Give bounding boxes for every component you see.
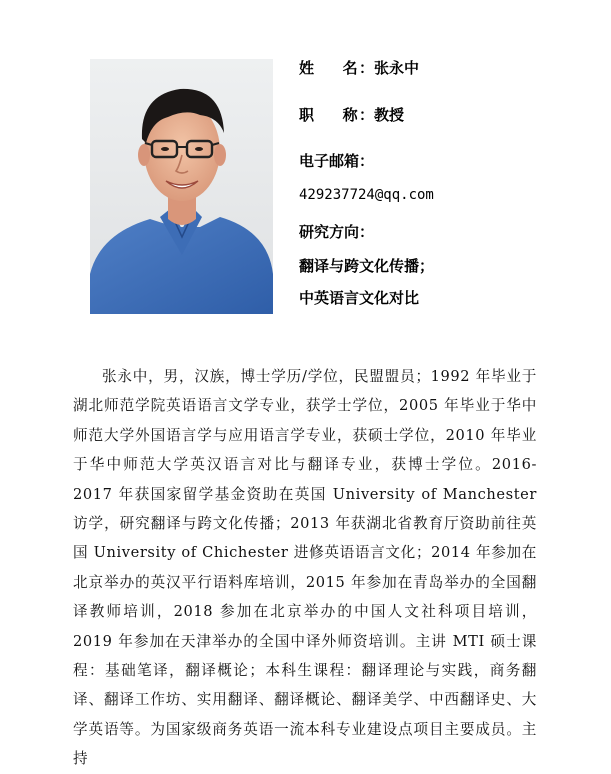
- name-row: [299, 59, 419, 77]
- profile-photo: [90, 59, 273, 314]
- title-value: 教授: [374, 106, 405, 124]
- name-label: 姓 名：: [299, 59, 374, 77]
- email-label: 电子邮箱：: [299, 152, 375, 170]
- name-value: 张永中: [374, 59, 420, 77]
- research-label: 研究方向：: [299, 223, 375, 241]
- portrait-image: [90, 59, 273, 314]
- research-area-1: 翻译与跨文化传播；: [299, 257, 435, 275]
- title-row: [299, 106, 404, 124]
- research-area-2: 中英语言文化对比: [299, 289, 420, 307]
- biography-paragraph: 张永中，男，汉族，博士学历/学位，民盟盟员；1992 年毕业于湖北师范学院英语语言文学专业，获学士学位，2005 年毕业于华中师范大学外国语言学与应用语言学专业，获硕士学位，2010 年毕业于华中师范大学英汉语言对比与翻译专业，获博士学位。2016-2017 年获国家留学基金资助在英国 University of Manchester 访学，研究翻译与跨文化传播；2013 年获湖北省教育厅资助前往英国 University of Chichester 进修英语语言文化；2014 年参加在北京举办的英汉平行语料库培训，2015 年参加在青岛举办的全国翻译教师培训，2018 参加在北京举办的中国人文社科项目培训，2019 年参加在天津举办的全国中译外师资培训。主讲 MTI 硕士课程：基础笔译，翻译概论；本科生课程：翻译理论与实践，商务翻译、翻译工作坊、实用翻译、翻译概论、翻译美学、中西翻译史、大学英语等。为国家级商务英语一流本科专业建设点项目主要成员。主持: [73, 368, 537, 768]
- title-label: 职 称：: [299, 106, 374, 124]
- email-value: 429237724@qq.com: [299, 187, 434, 203]
